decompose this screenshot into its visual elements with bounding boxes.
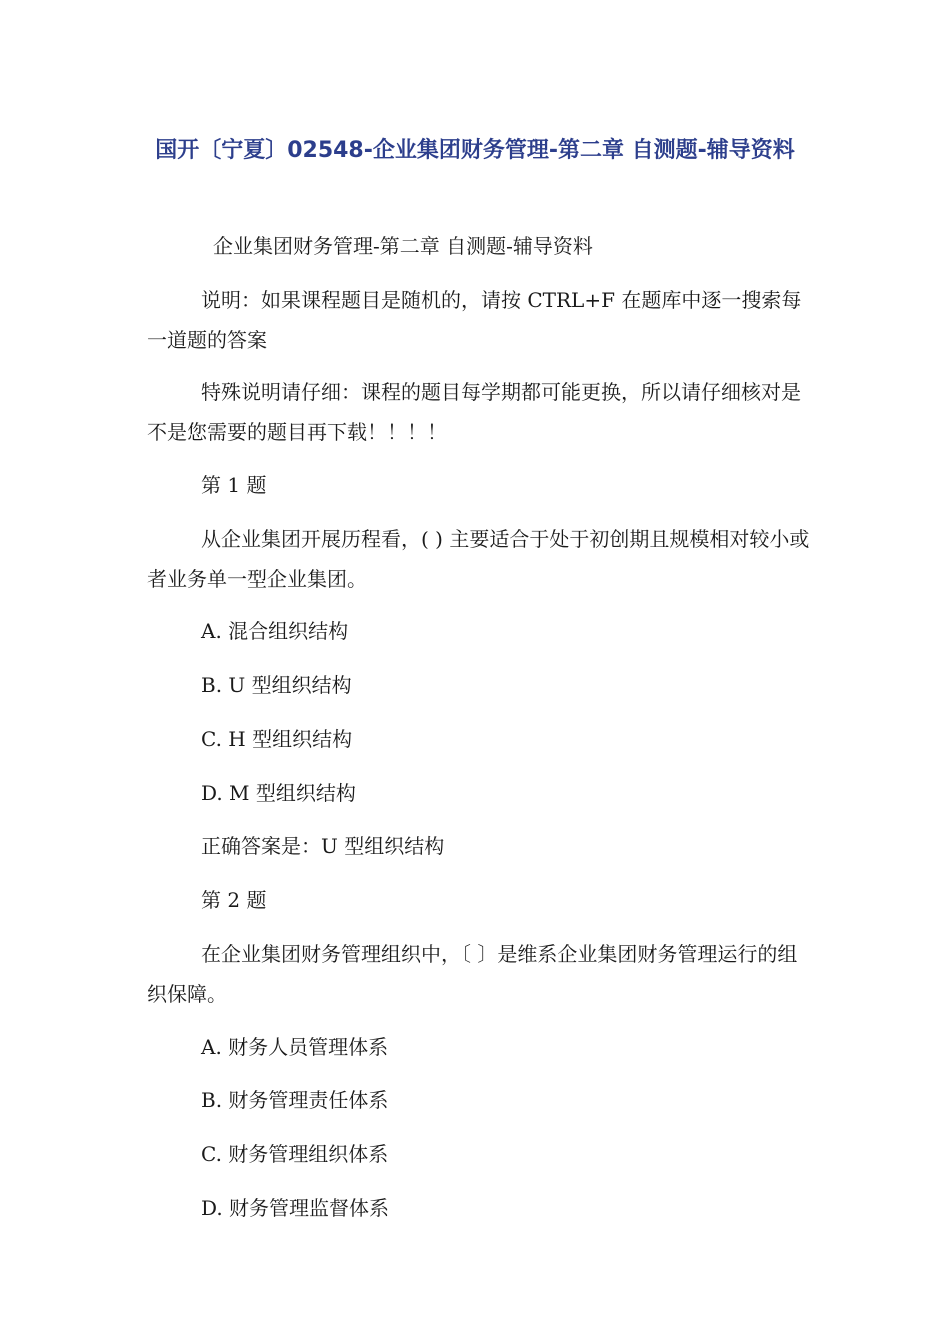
- question-2-option-b: B. 财务管理责任体系: [201, 1088, 389, 1112]
- question-2-number: 第 2 题: [201, 888, 267, 912]
- question-1-option-a: A. 混合组织结构: [201, 619, 349, 643]
- question-1-answer: 正确答案是：U 型组织结构: [201, 834, 445, 858]
- question-2-option-d: D. 财务管理监督体系: [201, 1196, 390, 1220]
- question-2-option-c: C. 财务管理组织体系: [201, 1142, 389, 1166]
- question-1-option-c: C. H 型组织结构: [201, 727, 353, 751]
- instruction-note: 说明：如果课程题目是随机的，请按 CTRL+F 在题库中逐一搜索每一道题的答案: [147, 288, 802, 352]
- question-1-option-b: B. U 型组织结构: [201, 673, 352, 697]
- question-2-option-a: A. 财务人员管理体系: [201, 1035, 389, 1059]
- question-1-text: 从企业集团开展历程看，( ) 主要适合于处于初创期且规模相对较小或者业务单一型企业集团。: [147, 527, 810, 591]
- question-1-number: 第 1 题: [201, 473, 267, 497]
- special-note: 特殊说明请仔细：课程的题目每学期都可能更换，所以请仔细核对是不是您需要的题目再下载！！！！: [147, 380, 801, 444]
- document-title: 国开〔宁夏〕02548-企业集团财务管理-第二章 自测题-辅导资料: [155, 138, 795, 163]
- question-2-text: 在企业集团财务管理组织中，〔 〕是维系企业集团财务管理运行的组织保障。: [147, 942, 798, 1006]
- question-1-option-d: D. M 型组织结构: [201, 781, 356, 805]
- document-subtitle: 企业集团财务管理-第二章 自测题-辅导资料: [213, 234, 593, 258]
